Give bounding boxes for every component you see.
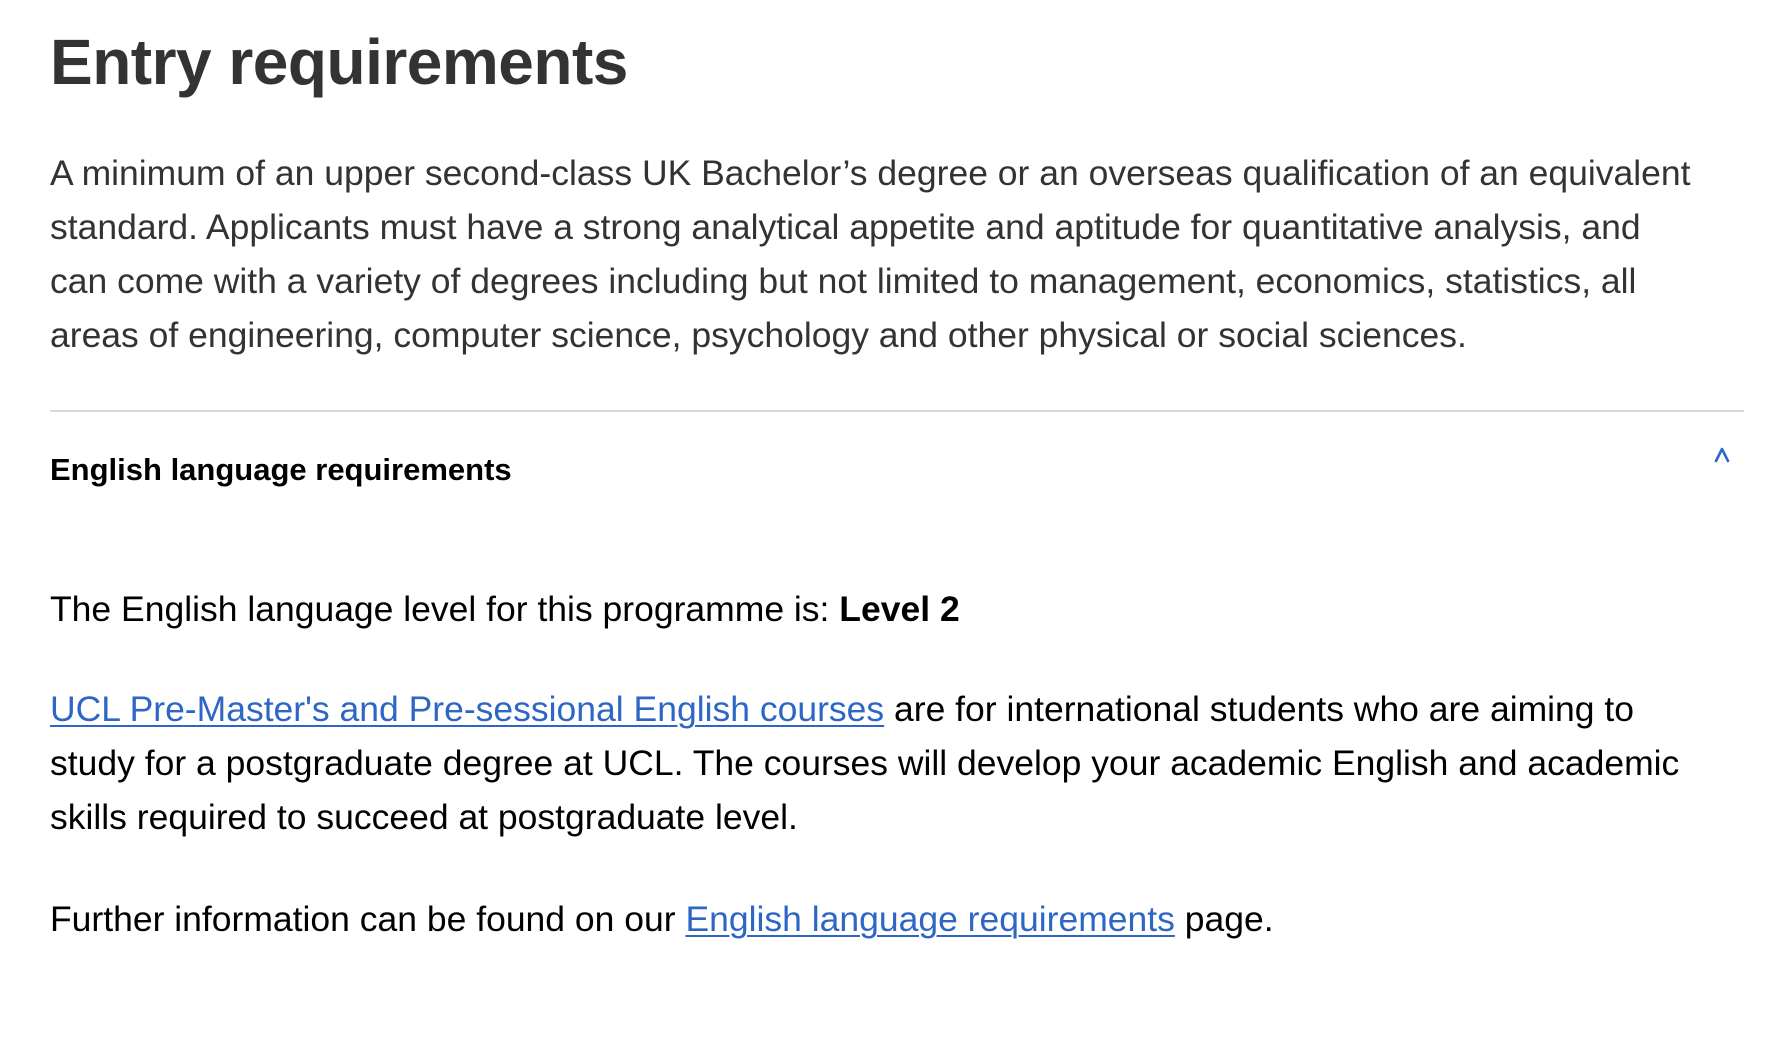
- english-level-value: Level 2: [839, 589, 960, 629]
- pre-sessional-line1-rest: are for international students who are aiming to: [884, 689, 1635, 729]
- section-divider: [50, 410, 1744, 412]
- intro-line: areas of engineering, computer science, psychology and other physical or social sciences.: [50, 315, 1467, 355]
- pre-sessional-line: [50, 682, 1679, 736]
- pre-sessional-line: skills required to succeed at postgraduate level.: [50, 797, 798, 837]
- chevron-up-icon[interactable]: [1712, 442, 1732, 466]
- english-level-prefix: The English language level for this programme is:: [50, 589, 840, 629]
- pre-sessional-paragraph: [50, 682, 1679, 844]
- pre-sessional-line: study for a postgraduate degree at UCL. The courses will develop your academic English and academic: [50, 743, 1680, 783]
- further-suffix: page.: [1174, 899, 1274, 939]
- intro-line: standard. Applicants must have a strong analytical appetite and aptitude for quantitative analysis, and: [50, 207, 1641, 247]
- english-level-statement: [50, 582, 960, 636]
- pre-sessional-courses-link[interactable]: UCL Pre-Master's and Pre-sessional English courses: [50, 689, 885, 729]
- page-title: Entry requirements: [50, 26, 628, 98]
- further-information-paragraph: [50, 892, 1274, 946]
- intro-paragraph: [50, 146, 1750, 362]
- intro-line: A minimum of an upper second-class UK Bachelor’s degree or an overseas qualification of an equivalent: [50, 153, 1691, 193]
- english-requirements-page-link[interactable]: English language requirements: [685, 899, 1175, 939]
- accordion-title: English language requirements: [50, 452, 512, 487]
- intro-line: can come with a variety of degrees including but not limited to management, economics, statistics, all: [50, 261, 1637, 301]
- english-requirements-accordion-toggle[interactable]: [50, 438, 1744, 504]
- further-prefix: Further information can be found on our: [50, 899, 686, 939]
